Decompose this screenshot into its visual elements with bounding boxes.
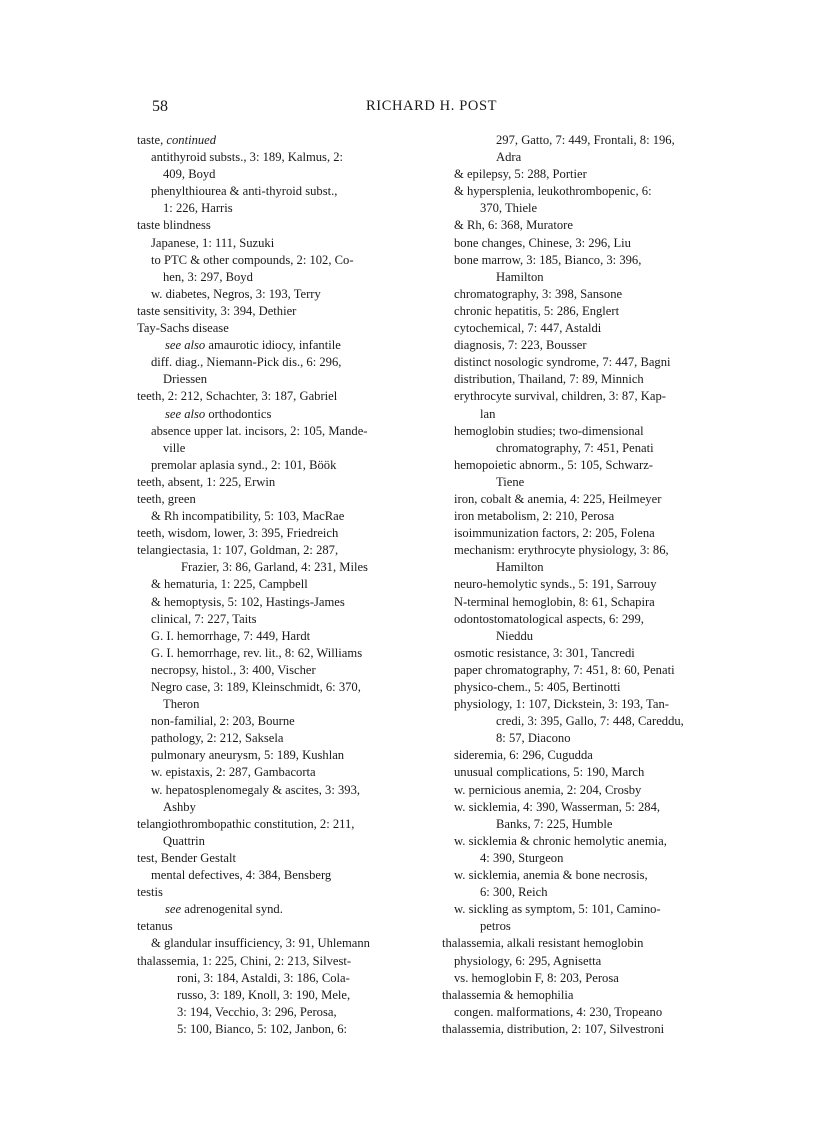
index-entry-line <box>454 1004 717 1021</box>
index-entry-line <box>454 559 717 576</box>
index-entry-text: antithyroid substs., 3: 189, Kalmus, 2: <box>151 150 344 165</box>
index-entry-text: congen. malformations, 4: 230, Tropeano <box>454 1004 663 1019</box>
index-entry-line <box>454 166 717 183</box>
index-entry-text: & hemoptysis, 5: 102, Hastings-James <box>151 594 345 609</box>
index-entry-line <box>454 303 717 320</box>
index-entry-text: petros <box>480 919 511 934</box>
index-entry-text: & Rh, 6: 368, Muratore <box>454 218 573 233</box>
index-entry-line <box>442 1021 717 1038</box>
index-entry-line <box>137 149 447 166</box>
index-entry-line <box>137 286 447 303</box>
index-entry-line <box>454 542 717 559</box>
index-entry-line <box>137 628 447 645</box>
index-entry-line <box>454 611 717 628</box>
index-entry-line <box>454 286 717 303</box>
index-entry-line <box>137 200 447 217</box>
index-entry-line <box>137 935 447 952</box>
index-entry-text: hemoglobin studies; two-dimensional <box>454 423 644 438</box>
index-entry-text: 5: 100, Bianco, 5: 102, Janbon, 6: <box>177 1021 348 1036</box>
index-entry-text: iron metabolism, 2: 210, Perosa <box>454 509 615 524</box>
index-entry-line <box>137 320 447 337</box>
index-entry-text: to PTC & other compounds, 2: 102, Co- <box>151 252 354 267</box>
index-entry-line <box>137 918 447 935</box>
index-entry-line <box>454 850 717 867</box>
index-entry-text: sideremia, 6: 296, Cugudda <box>454 748 593 763</box>
index-entry-text: cytochemical, 7: 447, Astaldi <box>454 321 602 336</box>
index-entry-line <box>137 235 447 252</box>
index-entry-line <box>454 269 717 286</box>
index-entry-text: thalassemia, 1: 225, Chini, 2: 213, Silvest- <box>137 953 352 968</box>
index-entry-line <box>454 423 717 440</box>
index-entry-text: & epilepsy, 5: 288, Portier <box>454 167 587 182</box>
index-entry-text: hemopoietic abnorm., 5: 105, Schwarz- <box>454 457 653 472</box>
index-entry-line <box>137 132 447 149</box>
index-entry-line <box>454 320 717 337</box>
index-entry-text: russo, 3: 189, Knoll, 3: 190, Mele, <box>177 987 351 1002</box>
index-column-right <box>442 132 717 1038</box>
index-entry-text: Driessen <box>163 372 208 387</box>
index-entry-line <box>454 799 717 816</box>
index-entry-text: Hamilton <box>496 560 544 575</box>
index-entry-text: 8: 57, Diacono <box>496 731 571 746</box>
index-entry-line <box>137 970 447 987</box>
index-entry-text: paper chromatography, 7: 451, 8: 60, Penati <box>454 662 675 677</box>
index-italic-reference: see also <box>165 338 206 353</box>
index-entry-text: isoimmunization factors, 2: 205, Folena <box>454 526 655 541</box>
index-entry-line <box>137 747 447 764</box>
index-entry-line <box>454 149 717 166</box>
index-entry-line <box>454 747 717 764</box>
index-entry-line <box>137 508 447 525</box>
index-entry-text: amaurotic idiocy, infantile <box>205 338 341 353</box>
index-entry-line <box>137 696 447 713</box>
index-entry-line <box>454 713 717 730</box>
index-entry-line <box>454 576 717 593</box>
index-entry-text: test, Bender Gestalt <box>137 850 236 865</box>
index-entry-line <box>137 867 447 884</box>
index-italic-reference: see also <box>165 406 206 421</box>
index-entry-text: pathology, 2: 212, Saksela <box>151 731 284 746</box>
index-entry-text: & Rh incompatibility, 5: 103, MacRae <box>151 509 345 524</box>
index-entry-text: osmotic resistance, 3: 301, Tancredi <box>454 645 635 660</box>
index-entry-line <box>454 200 717 217</box>
index-entry-text: erythrocyte survival, children, 3: 87, Kap- <box>454 389 666 404</box>
index-entry-line <box>454 953 717 970</box>
index-entry-text: teeth, green <box>137 491 196 506</box>
index-entry-line <box>137 371 447 388</box>
index-entry-text: physiology, 6: 295, Agnisetta <box>454 953 602 968</box>
running-head: RICHARD H. POST <box>366 98 498 114</box>
index-entry-line <box>137 611 447 628</box>
index-entry-text: diff. diag., Niemann-Pick dis., 6: 296, <box>151 355 342 370</box>
index-entry-line <box>137 987 447 1004</box>
index-entry-line <box>137 645 447 662</box>
index-entry-line <box>137 1021 447 1038</box>
index-entry-text: N-terminal hemoglobin, 8: 61, Schapira <box>454 594 655 609</box>
index-entry-text: teeth, 2: 212, Schachter, 3: 187, Gabriel <box>137 389 338 404</box>
index-entry-line <box>137 474 447 491</box>
index-entry-text: 4: 390, Sturgeon <box>480 850 564 865</box>
index-entry-text: 3: 194, Vecchio, 3: 296, Perosa, <box>177 1004 337 1019</box>
index-entry-text: credi, 3: 395, Gallo, 7: 448, Careddu, <box>496 714 684 729</box>
index-entry-line <box>137 525 447 542</box>
index-entry-text: absence upper lat. incisors, 2: 105, Mande- <box>151 423 368 438</box>
index-entry-line <box>137 713 447 730</box>
index-entry-text: Japanese, 1: 111, Suzuki <box>151 235 275 250</box>
index-entry-text: Theron <box>163 697 200 712</box>
index-entry-line <box>454 696 717 713</box>
index-entry-line <box>137 730 447 747</box>
index-entry-line <box>137 457 447 474</box>
index-entry-line <box>454 816 717 833</box>
index-entry-text: Negro case, 3: 189, Kleinschmidt, 6: 370, <box>151 680 361 694</box>
index-entry-text: diagnosis, 7: 223, Bousser <box>454 338 587 353</box>
index-entry-text: tetanus <box>137 919 173 934</box>
index-entry-text: non-familial, 2: 203, Bourne <box>151 714 295 729</box>
index-entry-text: Adra <box>496 150 522 165</box>
index-entry-line <box>137 594 447 611</box>
index-entry-line <box>137 269 447 286</box>
index-entry-line <box>137 252 447 269</box>
index-entry-text: Tiene <box>496 474 525 489</box>
index-entry-text: mechanism: erythrocyte physiology, 3: 86, <box>454 543 669 558</box>
index-entry-text: w. diabetes, Negros, 3: 193, Terry <box>151 286 321 301</box>
index-italic-reference: continued <box>166 133 217 147</box>
index-entry-text: clinical, 7: 227, Taits <box>151 611 257 626</box>
index-entry-line <box>137 166 447 183</box>
index-entry-text: lan <box>480 406 496 421</box>
index-entry-line <box>442 935 717 952</box>
index-entry-text: Nieddu <box>496 628 534 643</box>
index-entry-text: roni, 3: 184, Astaldi, 3: 186, Cola- <box>177 970 350 985</box>
index-entry-line <box>442 987 717 1004</box>
page-number: 58 <box>152 98 168 115</box>
index-entry-line <box>454 235 717 252</box>
index-entry-text: w. sickling as symptom, 5: 101, Camino- <box>454 902 661 917</box>
index-entry-text: w. hepatosplenomegaly & ascites, 3: 393, <box>151 782 361 797</box>
index-entry-text: w. sicklemia, anemia & bone necrosis, <box>454 868 648 883</box>
index-entry-line <box>454 337 717 354</box>
index-entry-line <box>137 953 447 970</box>
index-entry-text: 297, Gatto, 7: 449, Frontali, 8: 196, <box>496 133 675 147</box>
index-entry-text: thalassemia, distribution, 2: 107, Silvestroni <box>442 1021 665 1036</box>
index-entry-text: bone changes, Chinese, 3: 296, Liu <box>454 235 631 250</box>
index-entry-text: bone marrow, 3: 185, Bianco, 3: 396, <box>454 252 642 267</box>
index-entry-line <box>454 970 717 987</box>
index-entry-line <box>137 559 447 576</box>
index-entry-text: iron, cobalt & anemia, 4: 225, Heilmeyer <box>454 491 662 506</box>
index-entry-line <box>454 474 717 491</box>
index-entry-line <box>454 525 717 542</box>
index-entry-line <box>454 628 717 645</box>
index-entry-line <box>137 764 447 781</box>
index-entry-line <box>454 457 717 474</box>
index-entry-line <box>137 799 447 816</box>
index-entry-line <box>454 491 717 508</box>
index-entry-line <box>137 662 447 679</box>
index-entry-line <box>137 354 447 371</box>
index-entry-text: telangiothrombopathic constitution, 2: 211, <box>137 816 355 831</box>
index-entry-text: w. pernicious anemia, 2: 204, Crosby <box>454 782 642 797</box>
index-entry-text: necropsy, histol., 3: 400, Vischer <box>151 662 316 677</box>
index-entry-line <box>454 132 717 149</box>
index-entry-text: chromatography, 3: 398, Sansone <box>454 286 623 301</box>
index-entry-line <box>137 1004 447 1021</box>
index-entry-text: thalassemia & hemophilia <box>442 987 574 1002</box>
index-entry-text: 1: 226, Harris <box>163 201 233 216</box>
index-entry-line <box>454 884 717 901</box>
index-italic-reference: see <box>165 902 182 917</box>
index-column-left <box>137 132 447 1038</box>
index-entry-text: thalassemia, alkali resistant hemoglobin <box>442 936 644 951</box>
index-entry-line <box>454 217 717 234</box>
index-entry-text: Frazier, 3: 86, Garland, 4: 231, Miles <box>181 560 368 575</box>
index-entry-text: G. I. hemorrhage, rev. lit., 8: 62, Williams <box>151 645 363 660</box>
index-entry-line <box>137 833 447 850</box>
index-entry-text: physico-chem., 5: 405, Bertinotti <box>454 680 621 694</box>
index-entry-text: physiology, 1: 107, Dickstein, 3: 193, Tan- <box>454 697 669 712</box>
index-entry-text: teeth, wisdom, lower, 3: 395, Friedreich <box>137 526 339 541</box>
index-entry-line <box>454 594 717 611</box>
index-entry-line <box>454 354 717 371</box>
index-entry-line <box>137 337 447 354</box>
index-entry-line <box>454 833 717 850</box>
index-entry-text: & hematuria, 1: 225, Campbell <box>151 577 308 592</box>
index-entry-text: Banks, 7: 225, Humble <box>496 816 613 831</box>
index-entry-text: ville <box>163 440 186 455</box>
index-entry-text: distinct nosologic syndrome, 7: 447, Bagni <box>454 355 671 370</box>
index-entry-text: pulmonary aneurysm, 5: 189, Kushlan <box>151 748 345 763</box>
index-entry-line <box>454 901 717 918</box>
index-entry-line <box>137 679 447 696</box>
index-entry-line <box>137 217 447 234</box>
index-entry-line <box>137 183 447 200</box>
index-entry-line <box>137 816 447 833</box>
index-entry-text: w. sicklemia, 4: 390, Wasserman, 5: 284, <box>454 799 661 814</box>
index-entry-text: chromatography, 7: 451, Penati <box>496 440 654 455</box>
index-entry-line <box>137 782 447 799</box>
index-entry-line <box>137 406 447 423</box>
index-entry-line <box>454 183 717 200</box>
index-entry-text: premolar aplasia synd., 2: 101, Böök <box>151 457 337 472</box>
index-entry-line <box>454 730 717 747</box>
index-entry-line <box>454 645 717 662</box>
index-entry-text: orthodontics <box>205 406 272 421</box>
index-entry-text: taste blindness <box>137 218 211 233</box>
index-entry-line <box>454 764 717 781</box>
index-entry-text: phenylthiourea & anti-thyroid subst., <box>151 184 338 199</box>
index-entry-text: odontostomatological aspects, 6: 299, <box>454 611 644 626</box>
index-entry-line <box>137 576 447 593</box>
index-entry-line <box>137 423 447 440</box>
index-entry-line <box>137 901 447 918</box>
index-entry-line <box>137 850 447 867</box>
index-entry-text: & glandular insufficiency, 3: 91, Uhlemann <box>151 936 370 951</box>
index-entry-line <box>454 508 717 525</box>
index-entry-line <box>454 252 717 269</box>
index-entry-line <box>137 491 447 508</box>
index-entry-line <box>454 918 717 935</box>
index-entry-line <box>454 679 717 696</box>
index-entry-line <box>454 782 717 799</box>
index-entry-text: 370, Thiele <box>480 201 538 216</box>
index-entry-text: teeth, absent, 1: 225, Erwin <box>137 474 276 489</box>
index-entry-text: 409, Boyd <box>163 167 216 182</box>
index-entry-text: chronic hepatitis, 5: 286, Englert <box>454 303 620 318</box>
index-entry-line <box>137 440 447 457</box>
index-entry-text: unusual complications, 5: 190, March <box>454 765 645 780</box>
index-entry-text: hen, 3: 297, Boyd <box>163 269 253 284</box>
index-entry-text: telangiectasia, 1: 107, Goldman, 2: 287, <box>137 543 339 558</box>
index-entry-text: Quattrin <box>163 833 205 848</box>
index-entry-text: vs. hemoglobin F, 8: 203, Perosa <box>454 970 619 985</box>
index-entry-text: & hypersplenia, leukothrombopenic, 6: <box>454 184 652 199</box>
index-entry-line <box>454 867 717 884</box>
index-entry-text: Hamilton <box>496 269 544 284</box>
index-entry-text: Ashby <box>163 799 196 814</box>
index-entry-text: neuro-hemolytic synds., 5: 191, Sarrouy <box>454 577 657 592</box>
index-entry-line <box>137 884 447 901</box>
index-entry-line <box>454 371 717 388</box>
index-entry-text: 6: 300, Reich <box>480 885 548 900</box>
index-entry-text: Tay-Sachs disease <box>137 321 229 336</box>
index-entry-text: mental defectives, 4: 384, Bensberg <box>151 868 332 883</box>
index-entry-text: testis <box>137 885 163 900</box>
index-entry-line <box>454 440 717 457</box>
index-entry-text: w. epistaxis, 2: 287, Gambacorta <box>151 765 316 780</box>
index-entry-text: taste, <box>137 133 167 147</box>
index-entry-text: distribution, Thailand, 7: 89, Minnich <box>454 372 644 387</box>
index-entry-line <box>137 542 447 559</box>
index-entry-line <box>454 662 717 679</box>
index-entry-line <box>137 303 447 320</box>
index-entry-text: G. I. hemorrhage, 7: 449, Hardt <box>151 628 311 643</box>
index-entry-text: w. sicklemia & chronic hemolytic anemia, <box>454 833 667 848</box>
index-entry-text: taste sensitivity, 3: 394, Dethier <box>137 303 297 318</box>
index-entry-line <box>454 388 717 405</box>
index-entry-text: adrenogenital synd. <box>181 902 283 917</box>
index-entry-line <box>137 388 447 405</box>
index-entry-line <box>454 406 717 423</box>
